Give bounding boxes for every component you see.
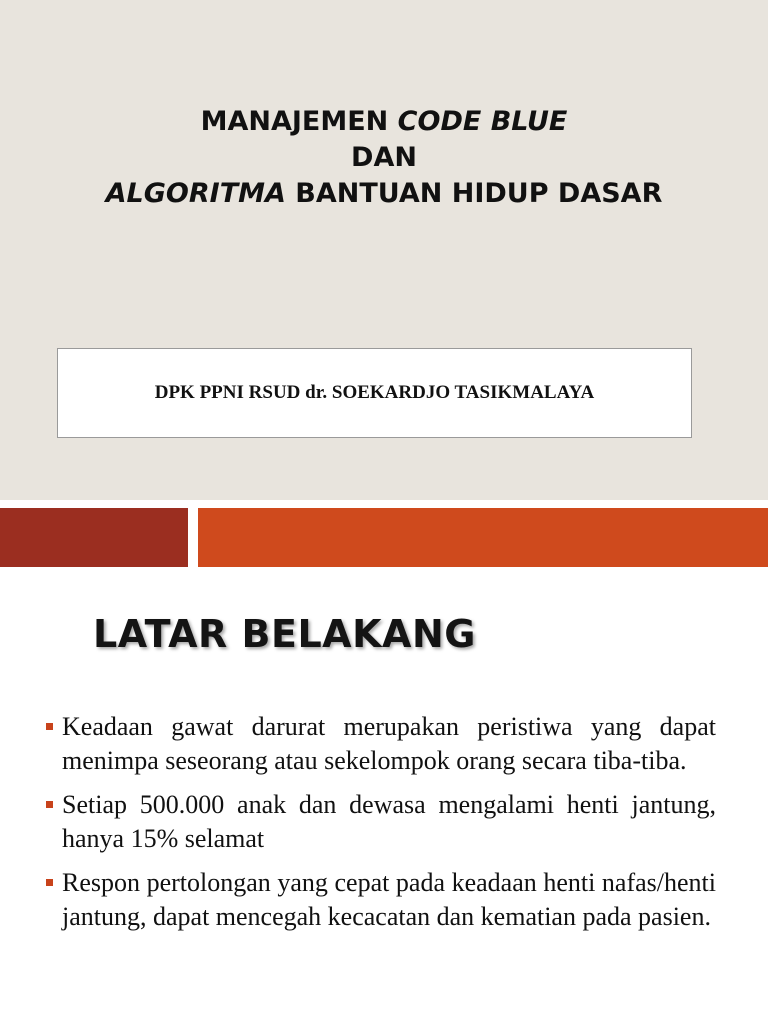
section-heading: LATAR BELAKANG [93, 612, 476, 656]
title-line-1: MANAJEMEN CODE BLUE [200, 106, 568, 137]
title-line-2: DAN [351, 142, 417, 173]
title-line-3: ALGORITMA BANTUAN HIDUP DASAR [105, 178, 663, 209]
bullet-text: Respon pertolongan yang cepat pada keadaan henti nafas/henti jantung, dapat mencegah kecacatan dan kematian pada pasien. [62, 868, 716, 931]
bullet-marker-icon [46, 723, 53, 730]
bullet-item [46, 710, 716, 778]
bullet-text: Setiap 500.000 anak dan dewasa mengalami henti jantung, hanya 15% selamat [62, 790, 716, 853]
header-band-dark [0, 508, 188, 567]
title-slide [0, 0, 768, 500]
bullet-list [46, 710, 716, 944]
slide-title [0, 104, 768, 212]
bullet-marker-icon [46, 801, 53, 808]
bullet-text: Keadaan gawat darurat merupakan peristiwa yang dapat menimpa seseorang atau sekelompok orang secara tiba-tiba. [62, 712, 716, 775]
bullet-marker-icon [46, 879, 53, 886]
organization-box [57, 348, 692, 438]
bullet-item [46, 866, 716, 934]
bullet-item [46, 788, 716, 856]
slide-divider [0, 500, 768, 508]
header-band-orange [198, 508, 768, 567]
organization-name: DPK PPNI RSUD dr. SOEKARDJO TASIKMALAYA [154, 382, 595, 403]
